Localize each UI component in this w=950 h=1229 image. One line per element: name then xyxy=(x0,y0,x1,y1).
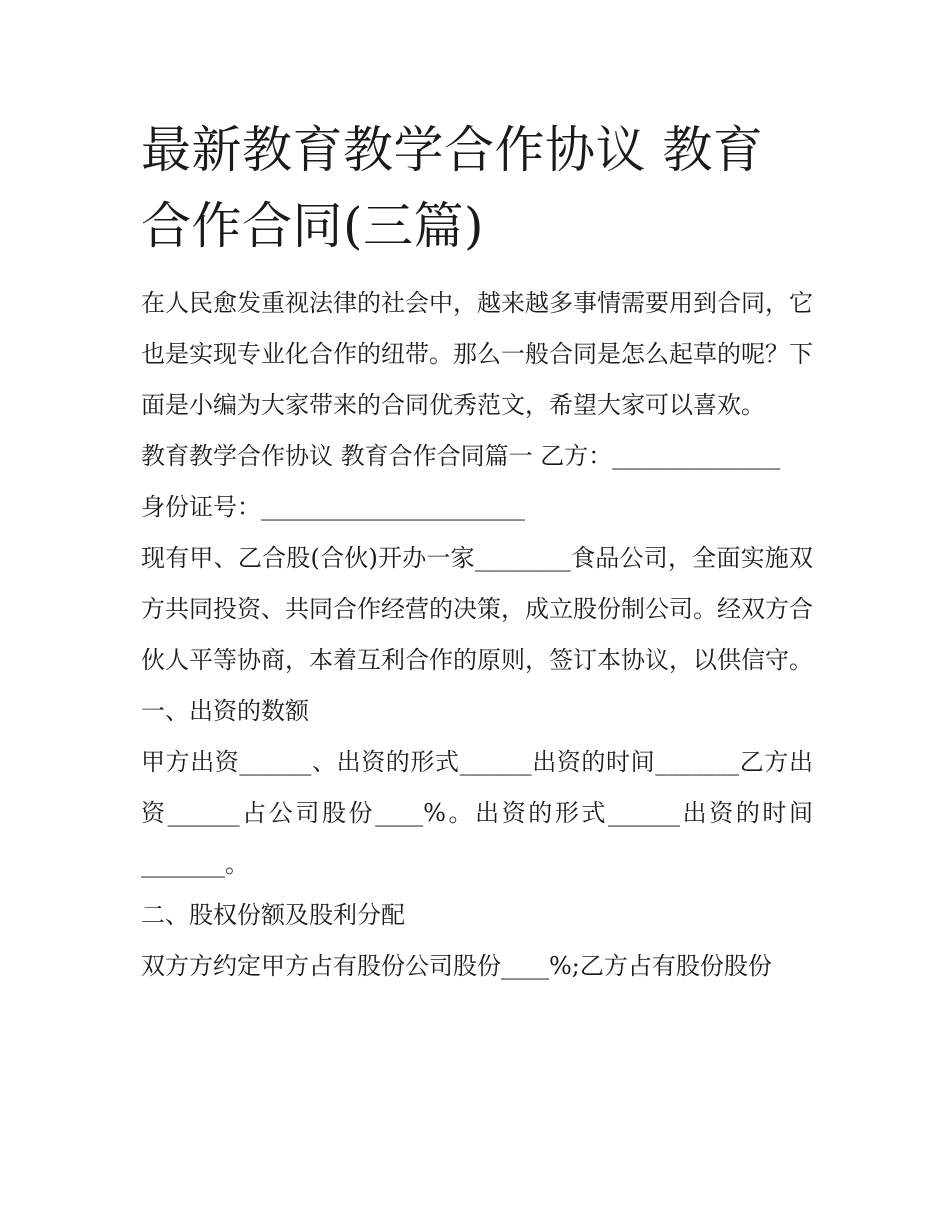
contract-heading-party-b: 教育教学合作协议 教育合作合同篇一 乙方：______________ xyxy=(141,442,781,470)
preamble-paragraph: 现有甲、乙合股(合伙)开办一家________食品公司，全面实施双方共同投资、共同合作经营的决策，成立股份制公司。经双方合伙人平等协商，本着互利合作的原则，签订本协议，以供信守。 xyxy=(141,544,813,674)
section-heading-equity: 二、股权份额及股利分配 xyxy=(141,901,405,929)
capital-paragraph: 甲方出资______、出资的形式______出资的时间_______乙方出资______占公司股份____%。出资的形式______出资的时间_______。 xyxy=(141,748,813,878)
document-page xyxy=(141,112,813,992)
id-number-line: 身份证号：______________________ xyxy=(141,493,525,521)
intro-paragraph: 在人民愈发重视法律的社会中，越来越多事情需要用到合同，它也是实现专业化合作的纽带。那么一般合同是怎么起草的呢？下面是小编为大家带来的合同优秀范文，希望大家可以喜欢。 xyxy=(141,289,813,419)
equity-paragraph: 双方方约定甲方占有股份公司股份____%;乙方占有股份股份 xyxy=(141,952,772,980)
section-heading-capital: 一、出资的数额 xyxy=(141,697,309,725)
document-title: 最新教育教学合作协议 教育合作合同(三篇) xyxy=(141,121,764,255)
